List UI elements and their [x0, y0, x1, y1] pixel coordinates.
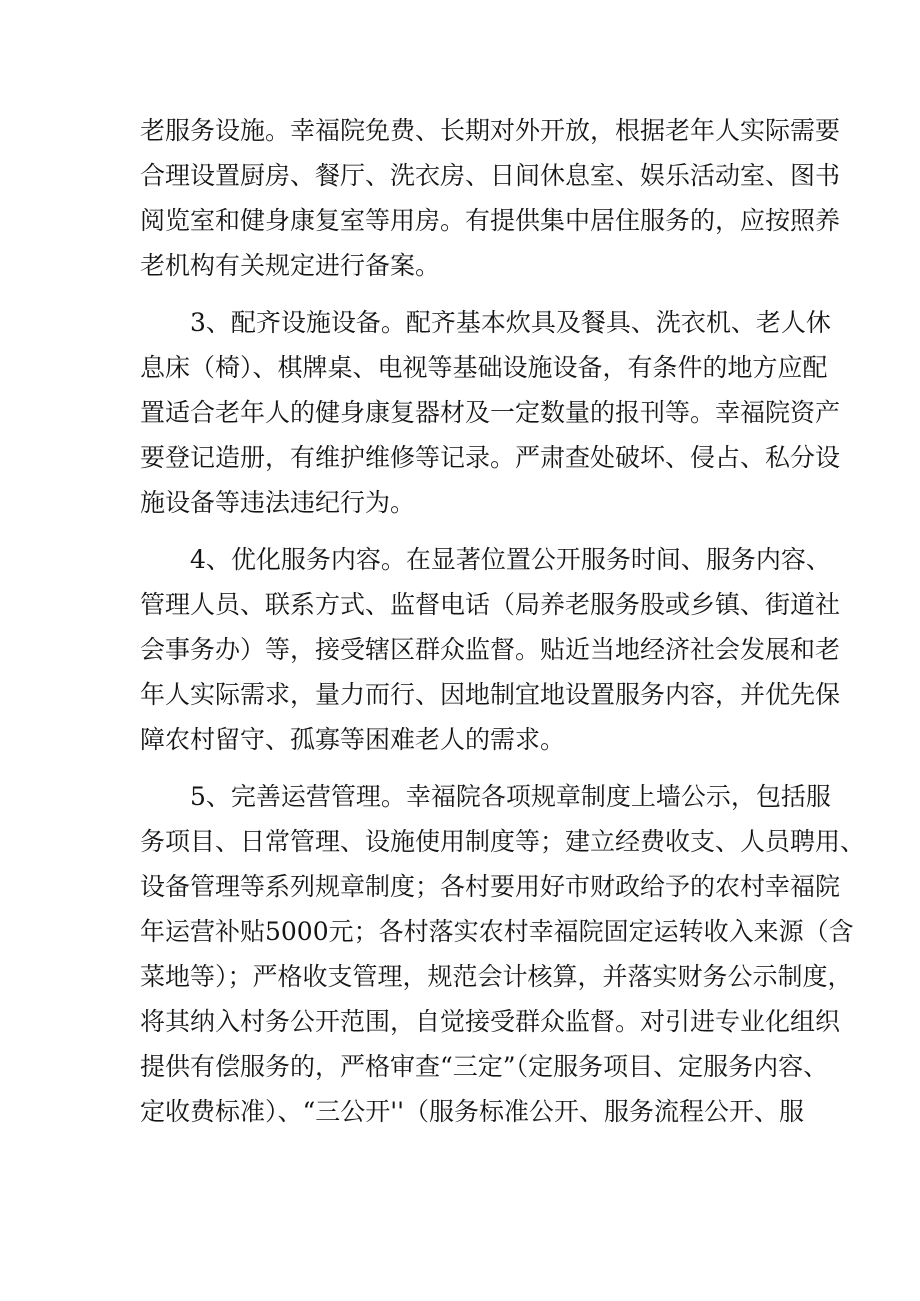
text-line: 老服务设施。幸福院免费、长期对外开放，根据老年人实际需要: [140, 116, 841, 145]
text-line: 将其纳入村务公开范围，自觉接受群众监督。对引进专业化组织: [140, 1007, 841, 1036]
paragraph-2: [140, 300, 841, 525]
text-line: 年人实际需求，量力而行、因地制宜地设置服务内容，并优先保: [140, 680, 841, 709]
text-line: 设备管理等系列规章制度；各村要用好市财政给予的农村幸福院: [140, 872, 841, 901]
text-line: 合理设置厨房、餐厅、洗衣房、日间休息室、娱乐活动室、图书: [140, 161, 841, 190]
document-body: [140, 108, 866, 1134]
text-line: 管理人员、联系方式、监督电话（局养老服务股或乡镇、街道社: [140, 590, 841, 619]
paragraph-gap: [140, 288, 788, 300]
text-line: 务项目、日常管理、设施使用制度等；建立经费收支、人员聘用、: [140, 827, 866, 856]
text-line: 施设备等违法违纪行为。: [140, 488, 416, 517]
text-line: 会事务办）等，接受辖区群众监督。贴近当地经济社会发展和老: [140, 635, 841, 664]
text-line: 年运营补贴5000元；各村落实农村幸福院固定运转收入来源（含: [140, 917, 854, 946]
text-line: 障农村留守、孤寡等困难老人的需求。: [140, 725, 566, 754]
text-line: 息床（椅）、棋牌桌、电视等基础设施设备，有条件的地方应配: [140, 353, 828, 382]
text-line: 定收费标准）、“三公开''（服务标准公开、服务流程公开、服: [140, 1097, 805, 1126]
paragraph-1: [140, 108, 841, 288]
text-line: 5、完善运营管理。幸福院各项规章制度上墙公示，包括服: [140, 782, 831, 811]
text-line: 老机构有关规定进行备案。: [140, 251, 441, 280]
text-line: 阅览室和健身康复室等用房。有提供集中居住服务的，应按照养: [140, 206, 841, 235]
paragraph-3: [140, 537, 841, 762]
paragraph-gap: [140, 762, 788, 774]
text-line: 提供有偿服务的，严格审查“三定”（定服务项目、定服务内容、: [140, 1052, 829, 1081]
text-line: 3、配齐设施设备。配齐基本炊具及餐具、洗衣机、老人休: [140, 308, 831, 337]
text-line: 菜地等）；严格收支管理，规范会计核算，并落实财务公示制度，: [140, 962, 853, 991]
text-line: 置适合老年人的健身康复器材及一定数量的报刊等。幸福院资产: [140, 398, 841, 427]
text-line: 要登记造册，有维护维修等记录。严肃查处破坏、侵占、私分设: [140, 443, 841, 472]
text-line: 4、优化服务内容。在显著位置公开服务时间、服务内容、: [140, 545, 831, 574]
paragraph-gap: [140, 525, 788, 537]
paragraph-4: [140, 774, 866, 1134]
